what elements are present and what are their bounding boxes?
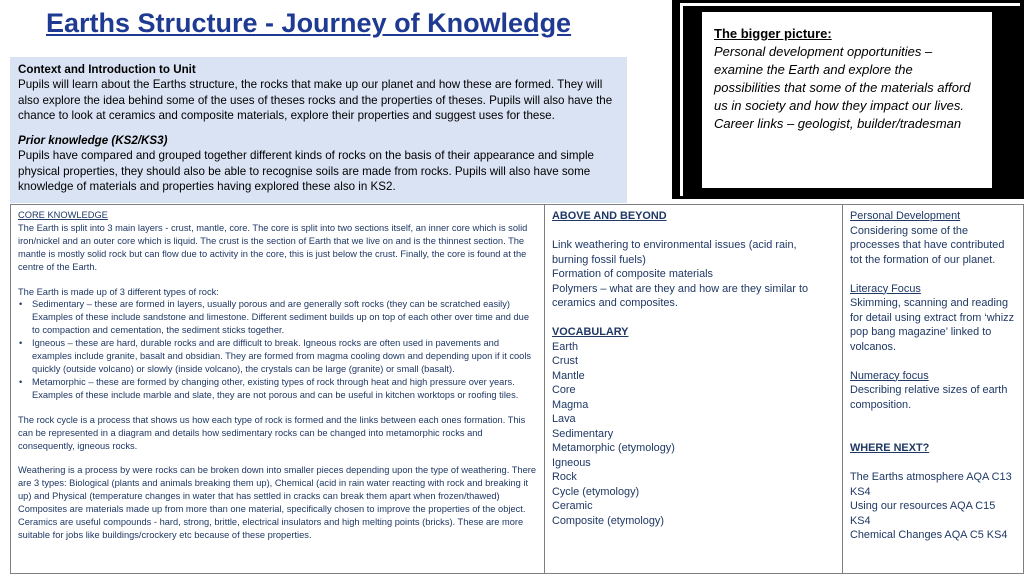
vocab-item: Mantle (552, 369, 585, 382)
literacy-focus-body: Skimming, scanning and reading for detail using extract from ‘whizz pop bang magazine’ linked to volcanos. (850, 297, 1015, 353)
core-paragraph: The rock cycle is a process that shows us how each type of rock is formed and the links between each ones formation. This can be represented in a diagram and details how sedimentary rocks can be changed into metamorphic rocks and consequently, igneous rocks. (18, 414, 526, 451)
list-item: The Earths atmosphere AQA C13 KS4 (850, 471, 1012, 498)
vocab-item: Crust (552, 355, 579, 367)
numeracy-focus-body: Describing relative sizes of earth composition. (850, 384, 1008, 411)
list-item: • Metamorphic – these are formed by changing other, existing types of rock through heat and high pressure over years. Examples of these include marble and slate, they are not porous and can be useful in kitchen worktops or roofing tiles. (18, 376, 537, 402)
prior-knowledge-body: Pupils have compared and grouped together different kinds of rocks on the basis of their appearance and simple physical properties, they should also be able to recognise soils are made from rocks. Pupils will also have some knowledge of materials and properties having explored these also in KS2. (18, 149, 594, 194)
list-item: Using our resources AQA C15 KS4 (850, 500, 996, 527)
vocab-item: Lava (552, 413, 576, 425)
above-beyond-column (545, 205, 843, 573)
list-item: Link weathering to environmental issues (acid rain, burning fossil fuels) (552, 239, 797, 266)
context-heading: Context and Introduction to Unit (18, 63, 196, 76)
vocab-item: Metamorphic (etymology) (552, 442, 675, 454)
list-item: • Sedimentary – these are formed in layers, usually porous and are generally soft rocks (they can be scratched easily) Examples of these include sandstone and limestone. Different sediment builds up on top of each other over time and due to compaction and cementation, the sediment sticks together. (18, 298, 537, 337)
bigger-picture-box (702, 12, 992, 188)
bigger-picture-title: The bigger picture: (714, 26, 832, 41)
personal-development-body: Considering some of the processes that have contributed tot the formation of our planet. (850, 224, 1005, 266)
bigger-picture-body: Personal development opportunities – examine the Earth and explore the possibilities that some of the materials afford us in society and how they impact our lives. (714, 44, 971, 113)
where-next-heading: WHERE NEXT? (850, 442, 930, 454)
vocab-item: Sedimentary (552, 427, 614, 440)
list-item: • Igneous – these are hard, durable rocks and are difficult to break. Igneous rocks are often used in pavements and examples include granite, basalt and obsidian. They are formed from magma cooling down and depending upon if it cools quickly (outside volcano) or slowly (inside volcano), the crystals can be large (granite) or small (basalt). (18, 337, 537, 376)
vocab-item: Core (552, 384, 576, 396)
rock-types-list (18, 298, 537, 401)
core-knowledge-heading: CORE KNOWLEDGE (18, 210, 108, 220)
list-item: Chemical Changes AQA C5 KS4 (850, 529, 1008, 541)
vocab-item: Composite (etymology) (552, 514, 664, 527)
vocab-item: Earth (552, 340, 579, 353)
vocab-item: Magma (552, 398, 589, 411)
context-body: Pupils will learn about the Earths structure, the rocks that make up our planet and how these are formed. They will also explore the idea behind some of the uses of theses rocks and the properties of theses. Pupils will also have the chance to look at ceramics and composite materials, explore their properties and suggest uses for these. (18, 78, 613, 122)
above-beyond-heading: ABOVE AND BEYOND (552, 210, 667, 222)
numeracy-focus-heading: Numeracy focus (850, 369, 929, 382)
personal-development-column (843, 205, 1023, 573)
vocab-item: Cycle (etymology) (552, 485, 640, 498)
core-paragraph: The Earth is split into 3 main layers - crust, mantle, core. The core is split into two sections itself, an inner core which is solid iron/nickel and an outer core which is liquid. The crust is the section of Earth that we live on and is the thinnest section. The mantle is mostly solid rock but can flow due to activity in the core, this is just below the crust. Finally, the core is found at the centre of the Earth. (18, 222, 528, 272)
bigger-picture-frame (672, 0, 1024, 199)
vocab-item: Igneous (552, 456, 591, 469)
prior-knowledge-heading: Prior knowledge (KS2/KS3) (18, 134, 168, 148)
vocabulary-heading: VOCABULARY (552, 326, 629, 338)
context-box (10, 57, 627, 203)
core-paragraph: The Earth is made up of 3 different types of rock: (18, 286, 219, 297)
vocab-item: Rock (552, 471, 577, 483)
core-knowledge-column (11, 205, 545, 573)
list-item: Formation of composite materials (552, 268, 713, 280)
core-paragraph: Composites are materials made up from more than one material, specifically chosen to improve the properties of the object. Ceramics are useful compounds - hard, strong, brittle, electrical insulators and high melting points (bricks). These are more suitable for jobs like buildings/crockery etc because of these properties. (18, 504, 526, 540)
literacy-focus-heading: Literacy Focus (850, 282, 921, 295)
page-title: Earths Structure - Journey of Knowledge (46, 8, 572, 38)
list-item: Polymers – what are they and how are they similar to ceramics and composites. (552, 282, 809, 309)
personal-development-heading: Personal Development (850, 210, 961, 222)
knowledge-grid (10, 204, 1024, 574)
core-paragraph: Weathering is a process by were rocks can be broken down into smaller pieces depending upon the type of weathering. There are 3 types: Biological (plants and animals breaking them up), Chemical (acid in rain water reacting with rock and breaking it up) and Physical (temperature changes in water that has settled in cracks can break them apart when frozen/thawed) (18, 465, 537, 502)
vocab-item: Ceramic (552, 500, 593, 512)
career-links: Career links – geologist, builder/tradesman (714, 116, 962, 131)
